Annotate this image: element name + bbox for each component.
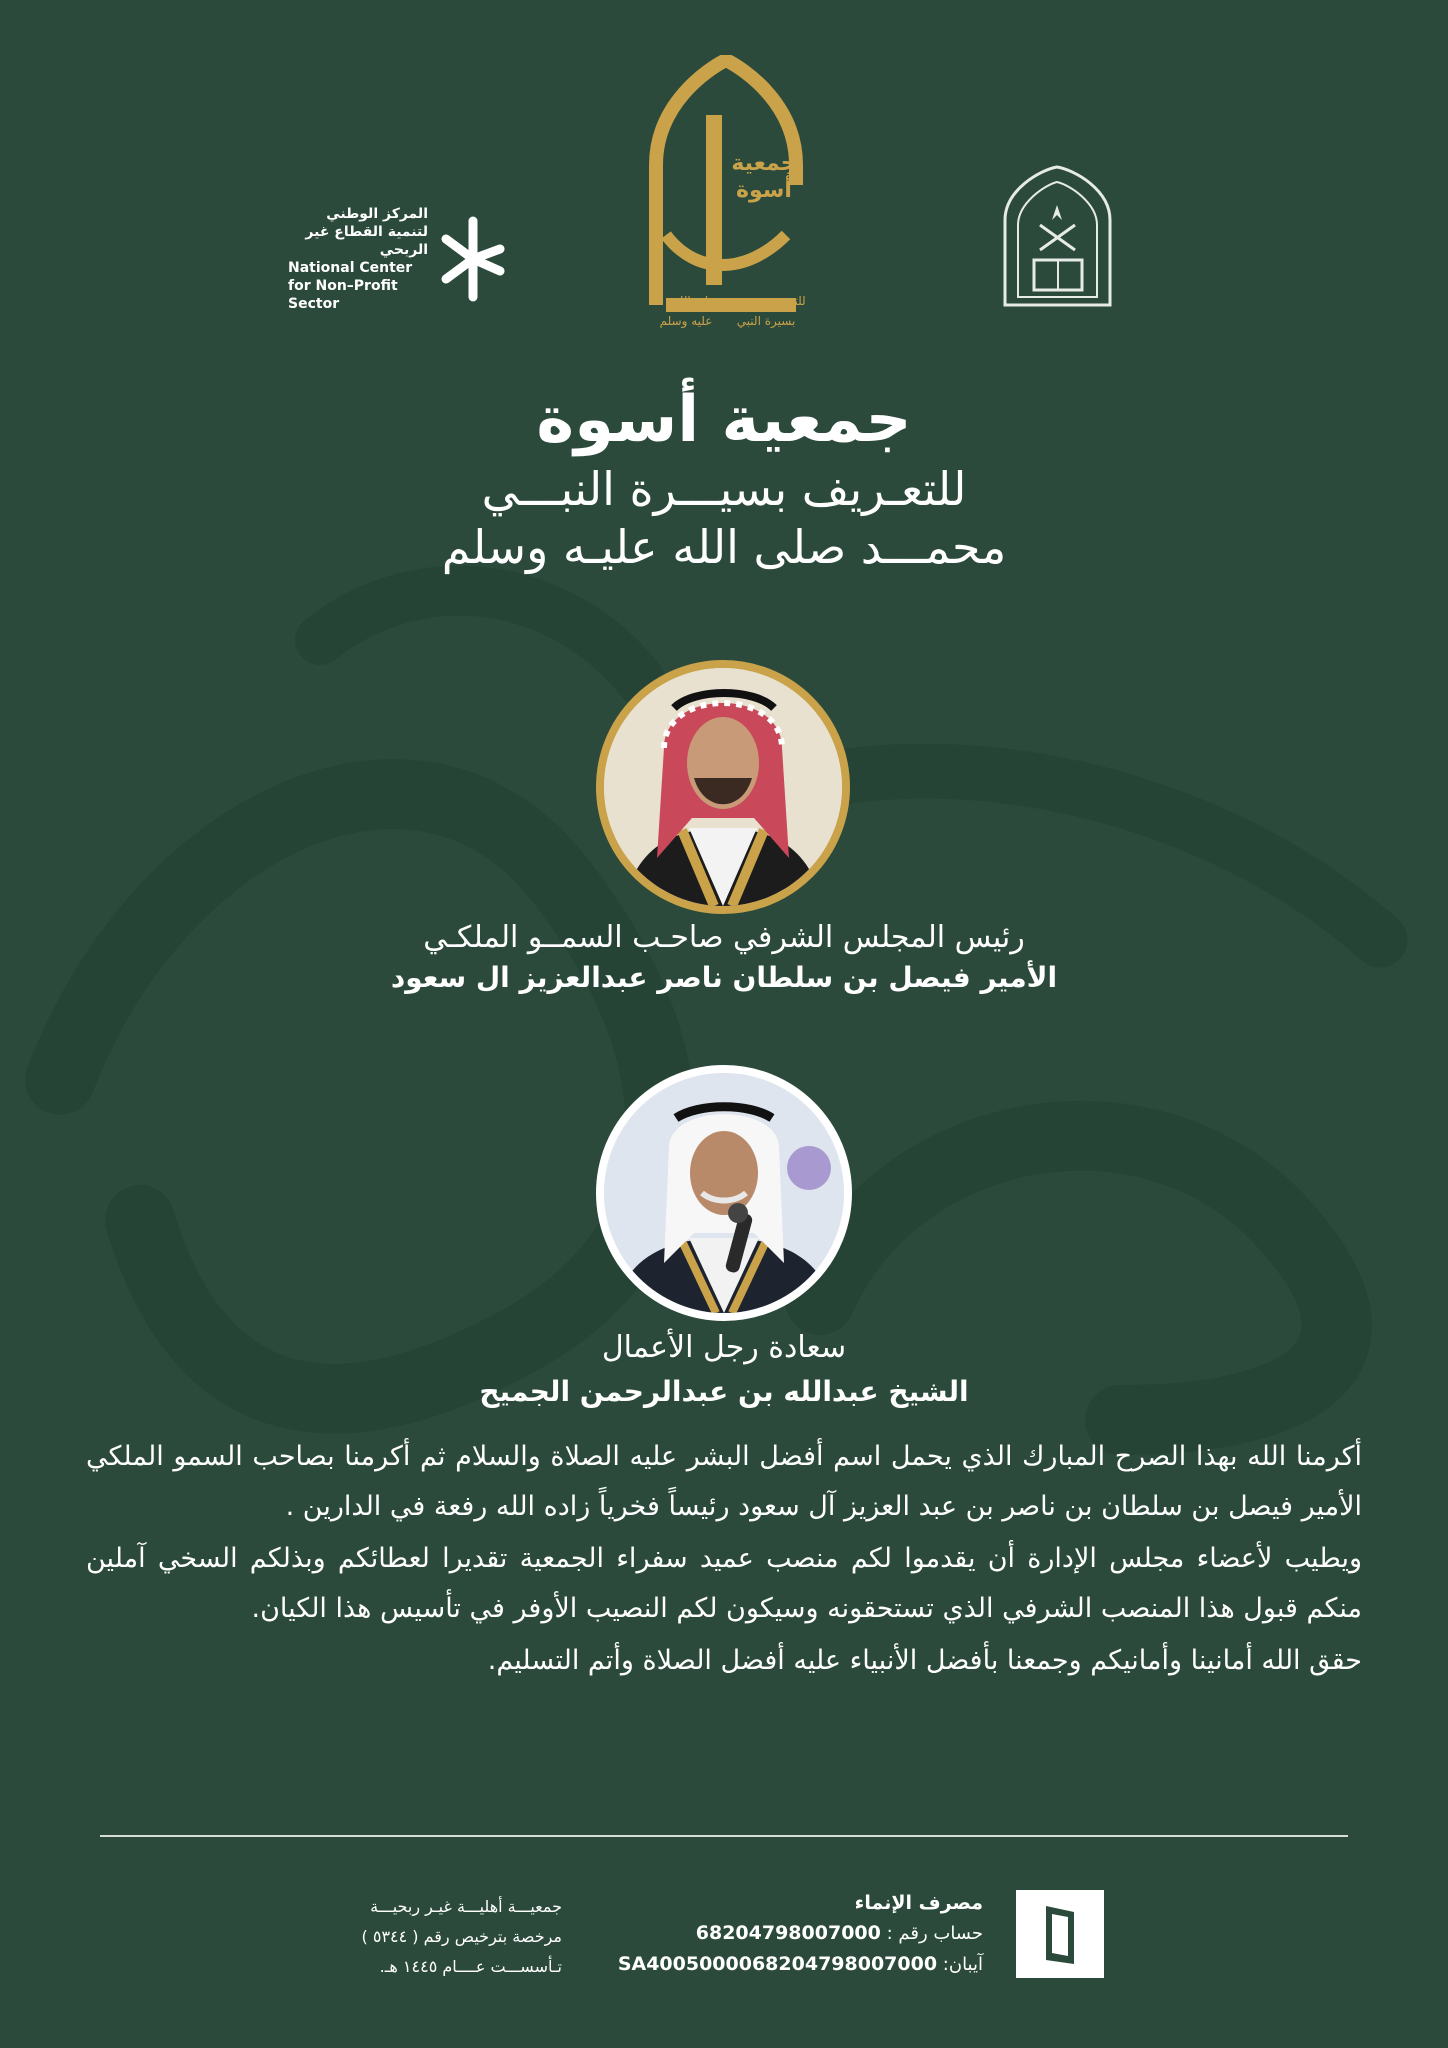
iban-label: آيبان: <box>942 1954 983 1975</box>
logo-bar <box>0 55 1448 345</box>
assoc-license: مرخصة بترخيص رقم ( ٥٣٤٤ ) <box>361 1927 562 1946</box>
logo-word-5: صلى الله <box>673 294 719 308</box>
logo-word-1: جمعية <box>731 151 797 176</box>
portrait-person-1 <box>596 660 850 914</box>
person-1-title: رئيس المجلس الشرفي صاحـب السمــو الملكـي <box>423 920 1025 955</box>
subtitle-line-1: للتعـريف بسيـــرة النبـــي <box>481 462 967 516</box>
account-line <box>618 1918 983 1949</box>
portrait-person-2 <box>596 1065 852 1321</box>
person-2-title: سعادة رجل الأعمال <box>601 1330 847 1365</box>
bank-logo-icon <box>1016 1890 1104 1978</box>
association-details <box>362 1892 562 1982</box>
account-number: 68204798007000 <box>695 1922 881 1944</box>
page-title: جمعية أسوة <box>536 383 912 457</box>
iban-number: SA4005000068204798007000 <box>617 1953 938 1975</box>
ncnp-arabic-name: المركز الوطني لتنمية القطاع غير الربحي <box>305 206 428 258</box>
assoc-type: جمعيـــة أهليـــة غيـر ربحيـــة <box>370 1897 562 1916</box>
person-2-name: الشيخ عبدالله بن عبدالرحمن الجميح <box>479 1375 969 1408</box>
bank-details <box>618 1888 983 1980</box>
letter-paragraph-3: حقق الله أمانينا وأمانيكم وجمعنا بأفضل الأنبياء عليه أفضل الصلاة وأتم التسليم. <box>487 1645 1362 1676</box>
footer-divider <box>100 1835 1348 1837</box>
ncnp-english-name: National Center for Non–Profit Sector <box>288 260 413 312</box>
caption-person-1 <box>0 918 1448 998</box>
logo-word-2: أسوة <box>736 178 792 203</box>
logo-word-4: بسيرة النبي <box>736 314 796 328</box>
ncnp-logo <box>288 205 506 313</box>
aswa-logo <box>636 55 816 345</box>
logo-word-3: للتعريف <box>766 294 806 308</box>
subtitle-line-2: محمـــد صلى الله عليـه وسلم <box>441 520 1007 574</box>
letter-paragraph-1: أكرمنا الله بهذا الصرح المبارك الذي يحمل اسم أفضل البشر عليه الصلاة والسلام ثم أكرمنا بصاحب السمو الملكي الأمير فيصل بن سلطان بن ناصر بن عبد العزيز آل سعود رئيساً فخرياً زاده الله رفعة في الدارين . <box>86 1441 1362 1522</box>
logo-word-6: عليه وسلم <box>659 314 713 328</box>
ministry-logo <box>1000 165 1115 310</box>
account-label: حساب رقم : <box>886 1923 983 1944</box>
caption-person-2 <box>0 1328 1448 1412</box>
letter-paragraph-2: ويطيب لأعضاء مجلس الإدارة أن يقدموا لكم منصب عميد سفراء الجمعية تقديرا لعطائكم وبذلكم السخي آملين منكم قبول هذا المنصب الشرفي الذي تستحقونه وسيكون لكم النصيب الأوفر في تأسيس هذا الكيان. <box>86 1543 1362 1624</box>
iban-line <box>618 1949 983 1980</box>
person-1-name: الأمير فيصل بن سلطان ناصر عبدالعزيز ال سعود <box>390 961 1058 994</box>
header <box>0 380 1448 576</box>
bank-name: مصرف الإنماء <box>854 1892 983 1914</box>
assoc-founded: تـأسســـت عــــام ١٤٤٥ هـ. <box>379 1957 562 1976</box>
ncnp-star-icon <box>440 213 506 305</box>
letter-body <box>86 1432 1362 1688</box>
